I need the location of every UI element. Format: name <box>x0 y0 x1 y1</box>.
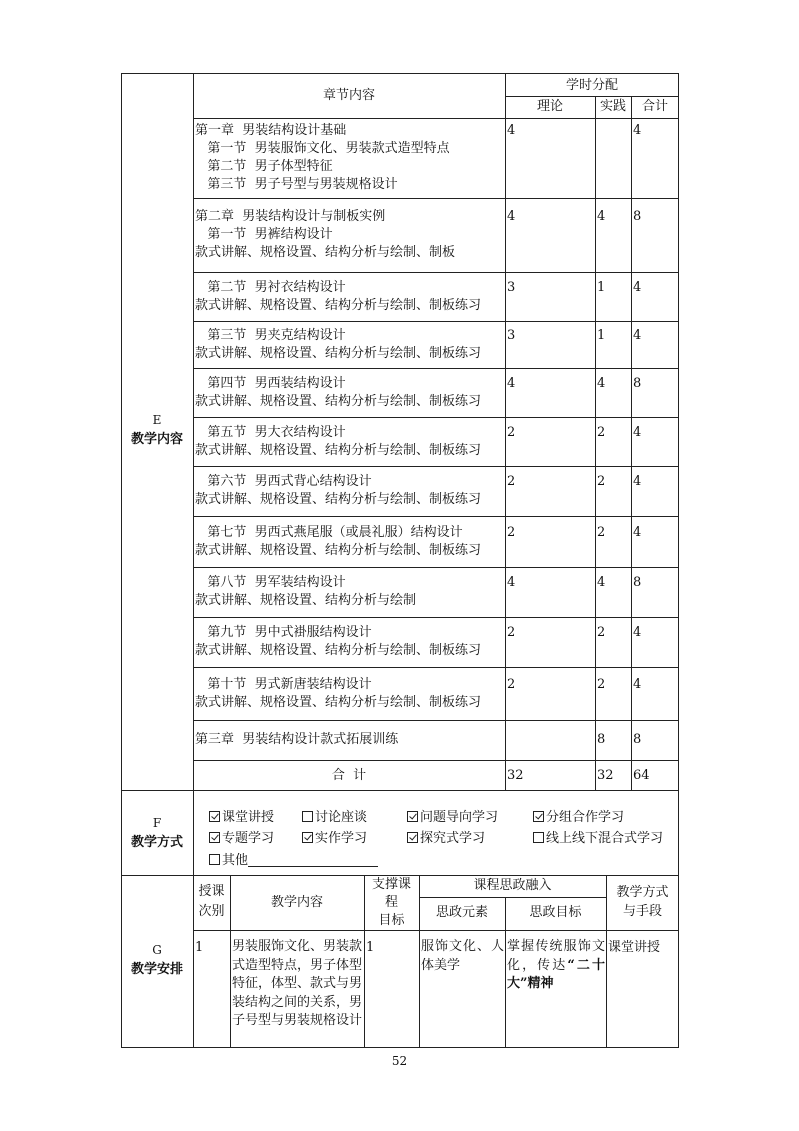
chapter-line: 第三节 男夹克结构设计 <box>195 328 346 343</box>
chapter-line: 第九节 男中式褂服结构设计 <box>195 625 372 640</box>
header-method-1: 教学方式 <box>616 885 669 900</box>
theory-hours: 4 <box>507 575 516 590</box>
total-hours: 8 <box>633 575 642 590</box>
teaching-method-option[interactable] <box>302 829 367 849</box>
teaching-method-option[interactable] <box>209 851 378 871</box>
section-e-label <box>121 410 193 450</box>
teaching-content-cell: 男装服饰文化、男装款式造型特点，男子体型特征，体型、款式与男装结构之间的关系，男子号型与男装规格设计 <box>232 939 363 1028</box>
theory-hours: 4 <box>507 123 516 138</box>
theory-hours: 3 <box>507 280 516 295</box>
chapter-line: 第三章 男装结构设计款式拓展训练 <box>195 732 399 747</box>
sum-theory: 32 <box>507 768 524 783</box>
chapter-line: 款式讲解、规格设置、结构分析与绘制、制板练习 <box>195 695 482 710</box>
grid-line <box>193 567 679 568</box>
chapter-line: 款式讲解、规格设置、结构分析与绘制、制板练习 <box>195 492 482 507</box>
header-ideology-goal: 思政目标 <box>529 905 582 920</box>
ideology-element-cell: 服饰文化、人体美学 <box>421 939 504 973</box>
checkbox-icon[interactable] <box>533 832 544 843</box>
grid-line <box>193 720 679 721</box>
header-method-2: 与手段 <box>622 904 662 919</box>
grid-line <box>193 368 679 369</box>
practice-hours: 2 <box>597 677 606 692</box>
header-support-2: 程 <box>384 895 398 910</box>
grid-line <box>631 96 632 790</box>
section-g-name: 教学安排 <box>130 962 183 977</box>
total-hours: 4 <box>633 425 642 440</box>
header-chapter-content: 章节内容 <box>322 88 375 103</box>
practice-hours: 8 <box>597 732 606 747</box>
theory-hours: 4 <box>507 376 516 391</box>
chapter-line: 第八节 男军装结构设计 <box>195 575 346 590</box>
section-f-label <box>121 813 193 853</box>
ideology-goal-cell <box>507 938 605 994</box>
total-hours: 8 <box>633 209 642 224</box>
teaching-method-option[interactable] <box>407 829 485 849</box>
grid-line <box>193 617 679 618</box>
grid-line <box>193 466 679 467</box>
chapter-line: 款式讲解、规格设置、结构分析与绘制、制板练习 <box>195 643 482 658</box>
chapter-line: 第四节 男西装结构设计 <box>195 376 346 391</box>
section-e-code: E <box>152 413 162 427</box>
header-theory: 理论 <box>536 99 563 114</box>
teaching-method-option[interactable] <box>533 829 663 849</box>
option-label: 其他 <box>222 853 249 868</box>
header-total: 合计 <box>641 99 668 114</box>
theory-hours: 2 <box>507 625 516 640</box>
total-hours: 8 <box>633 732 642 747</box>
grid-line <box>595 96 596 790</box>
checked-checkbox-icon[interactable] <box>209 811 220 822</box>
grid-line <box>193 73 194 790</box>
grid-line <box>193 667 679 668</box>
header-support-1: 支撑课 <box>371 877 411 892</box>
grid-line <box>193 272 679 273</box>
sum-practice: 32 <box>597 768 614 783</box>
theory-hours: 3 <box>507 328 516 343</box>
theory-hours: 2 <box>507 525 516 540</box>
total-hours: 4 <box>633 280 642 295</box>
option-label: 问题导向学习 <box>420 810 499 825</box>
ideology-goal-bold: “二十大”精神 <box>507 957 605 991</box>
checked-checkbox-icon[interactable] <box>302 832 313 843</box>
checked-checkbox-icon[interactable] <box>533 811 544 822</box>
total-hours: 8 <box>633 376 642 391</box>
chapter-line: 第二章 男装结构设计与制板实例 <box>195 209 386 224</box>
chapter-line: 第六节 男西式背心结构设计 <box>195 474 372 489</box>
chapter-line: 第七节 男西式燕尾服（或晨礼服）结构设计 <box>195 525 463 540</box>
theory-hours: 2 <box>507 677 516 692</box>
teaching-method-option[interactable] <box>407 808 498 828</box>
practice-hours: 4 <box>597 209 606 224</box>
total-hours: 4 <box>633 474 642 489</box>
practice-hours: 1 <box>597 280 606 295</box>
grid-line <box>419 875 420 1048</box>
grid-line <box>193 198 679 199</box>
header-ideology: 课程思政融入 <box>473 878 552 893</box>
practice-hours: 2 <box>597 625 606 640</box>
chapter-line: 款式讲解、规格设置、结构分析与绘制、制板练习 <box>195 394 482 409</box>
total-hours: 4 <box>633 328 642 343</box>
grid-line <box>193 417 679 418</box>
chapter-line: 第三节 男子号型与男装规格设计 <box>195 177 398 192</box>
checked-checkbox-icon[interactable] <box>407 811 418 822</box>
grid-line <box>193 930 679 931</box>
chapter-line: 款式讲解、规格设置、结构分析与绘制、制板练习 <box>195 543 482 558</box>
section-e-name: 教学内容 <box>130 432 183 447</box>
theory-hours: 4 <box>507 209 516 224</box>
section-f-name: 教学方式 <box>130 835 183 850</box>
ideology-goal-text: 掌握传统服饰文化，传达 <box>507 939 605 973</box>
grid-line <box>193 321 679 322</box>
other-blank-line[interactable] <box>248 852 378 867</box>
grid-line <box>505 96 679 97</box>
section-f-code: F <box>152 816 162 830</box>
sum-total: 64 <box>633 768 650 783</box>
checkbox-icon[interactable] <box>302 811 313 822</box>
theory-hours: 2 <box>507 474 516 489</box>
option-label: 讨论座谈 <box>315 810 368 825</box>
checked-checkbox-icon[interactable] <box>209 832 220 843</box>
practice-hours: 2 <box>597 425 606 440</box>
grid-line <box>193 790 194 875</box>
section-g-label <box>121 940 193 980</box>
header-teaching-content: 教学内容 <box>270 895 323 910</box>
teaching-method-option[interactable] <box>533 808 624 828</box>
checked-checkbox-icon[interactable] <box>407 832 418 843</box>
chapter-line: 第十节 男式新唐装结构设计 <box>195 677 372 692</box>
chapter-line: 款式讲解、规格设置、结构分析与绘制 <box>195 593 417 608</box>
total-hours: 4 <box>633 525 642 540</box>
option-label: 探究式学习 <box>420 831 486 846</box>
total-hours: 4 <box>633 625 642 640</box>
chapter-line: 款式讲解、规格设置、结构分析与绘制、制板练习 <box>195 298 482 313</box>
option-label: 线上线下混合式学习 <box>546 831 664 846</box>
practice-hours: 4 <box>597 575 606 590</box>
total-hours: 4 <box>633 677 642 692</box>
practice-hours: 2 <box>597 525 606 540</box>
option-label: 专题学习 <box>222 831 275 846</box>
header-session-1: 授课 <box>198 884 225 899</box>
teaching-method-option[interactable] <box>302 808 367 828</box>
grid-line <box>419 897 606 898</box>
sum-label: 合 计 <box>331 768 367 783</box>
chapter-line: 款式讲解、规格设置、结构分析与绘制、制板练习 <box>195 443 482 458</box>
session-number: 1 <box>195 940 204 955</box>
header-practice: 实践 <box>599 99 626 114</box>
option-label: 分组合作学习 <box>546 810 625 825</box>
chapter-line: 款式讲解、规格设置、结构分析与绘制、制板 <box>195 245 456 260</box>
grid-line <box>193 118 679 119</box>
chapter-line: 第二节 男衬衣结构设计 <box>195 280 346 295</box>
chapter-line: 第一节 男装服饰文化、男装款式造型特点 <box>195 141 450 156</box>
practice-hours: 1 <box>597 328 606 343</box>
header-session-2: 次别 <box>198 904 225 919</box>
chapter-line: 第五节 男大衣结构设计 <box>195 425 346 440</box>
theory-hours: 2 <box>507 425 516 440</box>
total-hours: 4 <box>633 123 642 138</box>
support-goal-cell: 1 <box>366 940 375 955</box>
header-ideology-element: 思政元素 <box>435 905 488 920</box>
practice-hours: 4 <box>597 376 606 391</box>
header-support-3: 目标 <box>378 913 405 928</box>
chapter-line: 款式讲解、规格设置、结构分析与绘制、制板练习 <box>195 346 482 361</box>
grid-line <box>193 516 679 517</box>
page-number: 52 <box>391 1054 408 1068</box>
header-hours: 学时分配 <box>565 78 618 93</box>
chapter-line: 第二节 男子体型特征 <box>195 159 333 174</box>
grid-line <box>193 760 679 761</box>
section-g-code: G <box>152 943 162 957</box>
grid-line <box>505 73 506 790</box>
checkbox-icon[interactable] <box>209 854 220 865</box>
chapter-line: 第一章 男装结构设计基础 <box>195 123 347 138</box>
option-label: 课堂讲授 <box>222 810 275 825</box>
grid-line <box>121 790 679 791</box>
teaching-method-option[interactable] <box>209 808 274 828</box>
chapter-line: 第一节 男裤结构设计 <box>195 227 333 242</box>
option-label: 实作学习 <box>315 831 368 846</box>
teaching-method-option[interactable] <box>209 829 274 849</box>
practice-hours: 2 <box>597 474 606 489</box>
method-cell: 课堂讲授 <box>608 940 661 955</box>
